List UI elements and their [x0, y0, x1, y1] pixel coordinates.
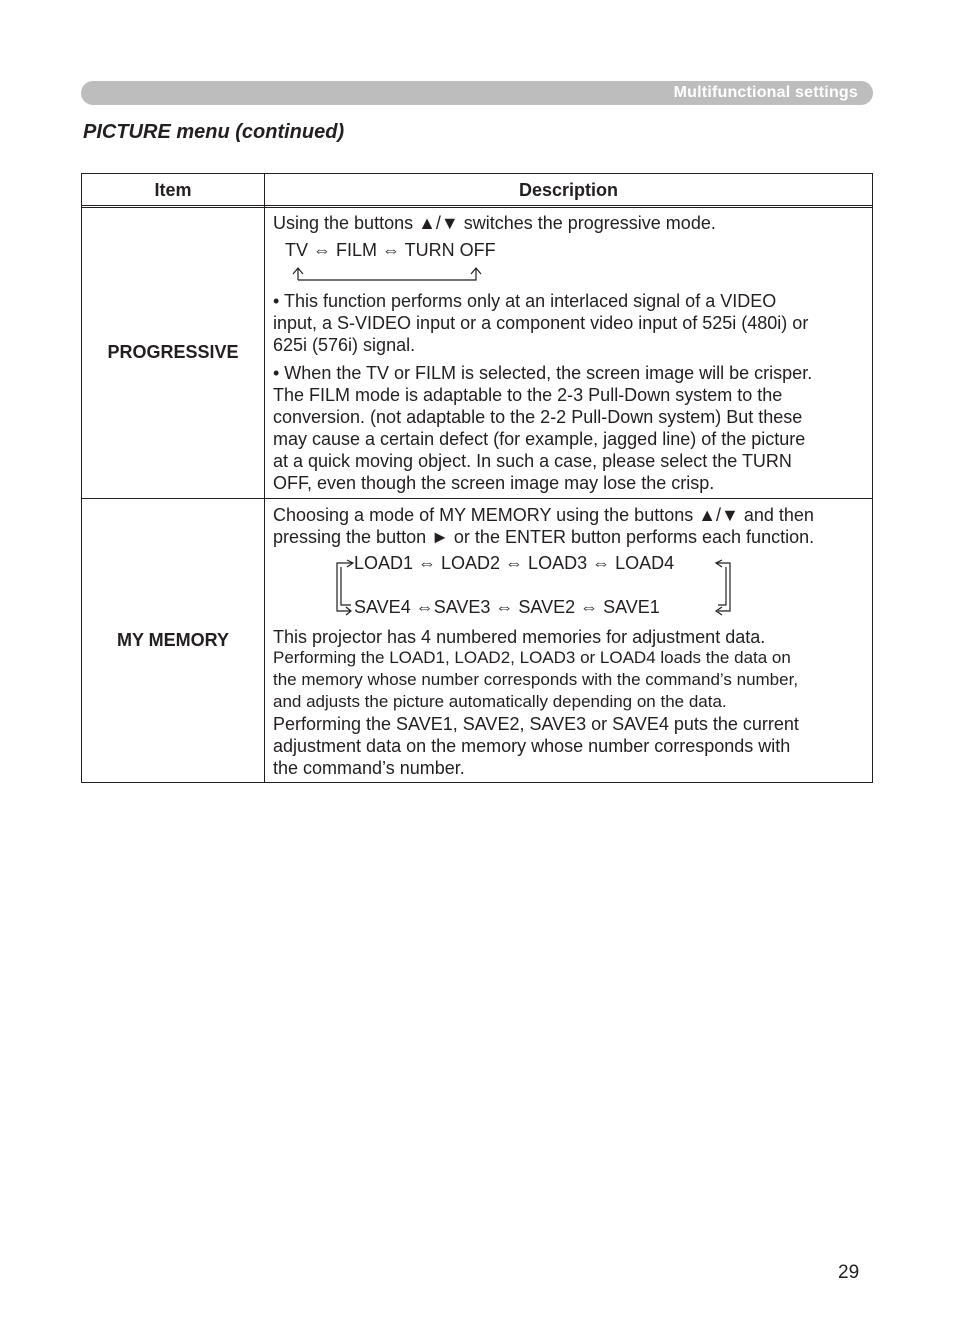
description-line: This projector has 4 numbered memories for adjustment data. — [273, 627, 766, 647]
item-progressive: PROGRESSIVE — [107, 342, 239, 362]
right-bracket-arrow-icon — [716, 560, 730, 615]
loop-arrow-icon — [293, 268, 481, 280]
description-line: OFF, even though the screen image may lose the crisp. — [273, 473, 715, 493]
description-line: adjustment data on the memory whose number corresponds with — [273, 736, 791, 756]
section-label: Multifunctional settings — [673, 84, 858, 101]
left-bracket-arrow-icon — [337, 560, 353, 615]
item-my-memory: MY MEMORY — [116, 630, 229, 650]
page-title: PICTURE menu (continued) — [83, 121, 345, 143]
description-line: pressing the button ► or the ENTER button performs each function. — [273, 527, 815, 547]
description-line: • This function performs only at an interlaced signal of a VIDEO — [273, 291, 777, 311]
column-header-item: Item — [154, 180, 192, 200]
memory-load-cycle: LOAD1 ⇔ LOAD2 ⇔ LOAD3 ⇔ LOAD4 — [354, 553, 675, 573]
description-line: Performing the SAVE1, SAVE2, SAVE3 or SAVE4 puts the current — [273, 714, 799, 734]
description-line: at a quick moving object. In such a case, please select the TURN — [273, 451, 792, 471]
page-number: 29 — [838, 1262, 860, 1283]
description-line: The FILM mode is adaptable to the 2-3 Pull-Down system to the — [273, 385, 783, 405]
description-line: Performing the LOAD1, LOAD2, LOAD3 or LOAD4 loads the data on — [273, 648, 791, 667]
description-line: the command’s number. — [273, 758, 465, 778]
description-line: Using the buttons ▲/▼ switches the progressive mode. — [273, 213, 716, 233]
description-line: the memory whose number corresponds with the command’s number, — [273, 670, 799, 689]
column-header-description: Description — [518, 180, 619, 200]
description-line: 625i (576i) signal. — [273, 335, 416, 355]
description-line: input, a S-VIDEO input or a component video input of 525i (480i) or — [273, 313, 809, 333]
description-line: Choosing a mode of MY MEMORY using the buttons ▲/▼ and then — [273, 505, 814, 525]
description-line: • When the TV or FILM is selected, the screen image will be crisper. — [273, 363, 813, 383]
description-line: may cause a certain defect (for example, jagged line) of the picture — [273, 429, 806, 449]
memory-save-cycle: SAVE4 ⇔SAVE3 ⇔ SAVE2 ⇔ SAVE1 — [354, 597, 660, 617]
description-line: and adjusts the picture automatically depending on the data. — [273, 692, 727, 711]
description-line: conversion. (not adaptable to the 2-2 Pull-Down system) But these — [273, 407, 803, 427]
progressive-mode-cycle: TV ⇔ FILM ⇔ TURN OFF — [285, 240, 496, 260]
